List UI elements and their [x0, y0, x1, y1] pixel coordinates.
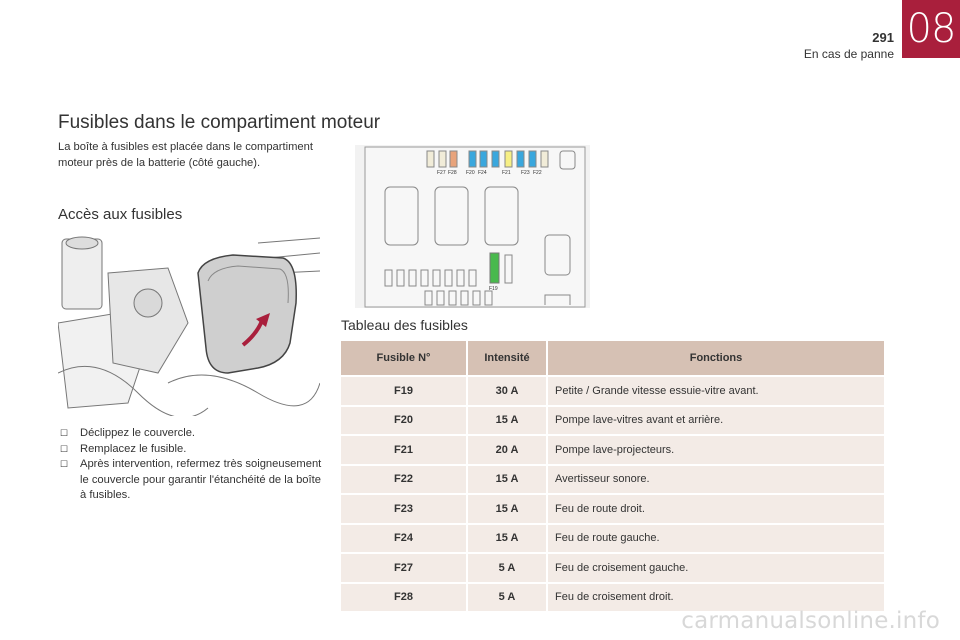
table-row: [341, 553, 885, 583]
steps-list: [58, 426, 323, 504]
fuse-function: Feu de route droit.: [547, 494, 885, 524]
fuse-number: F27: [341, 553, 467, 583]
list-item: ☐ Déclippez le couvercle.: [58, 426, 323, 442]
fuse-amperage: 5 A: [467, 583, 547, 613]
table-row: [341, 465, 885, 495]
fuse-amperage: 15 A: [467, 494, 547, 524]
fuse-number: F20: [341, 406, 467, 436]
fuse-amperage: 15 A: [467, 465, 547, 495]
table-row: [341, 435, 885, 465]
fuse-amperage: 15 A: [467, 406, 547, 436]
fuse-table: [341, 341, 886, 613]
diagram-label: F23: [521, 170, 530, 176]
fuse-number: F22: [341, 465, 467, 495]
column-header: Fusible N°: [341, 341, 467, 376]
fuse-number: F28: [341, 583, 467, 613]
fuse-number: F24: [341, 524, 467, 554]
fuse-function: Petite / Grande vitesse essuie-vitre avant.: [547, 376, 885, 406]
table-title: Tableau des fusibles: [341, 317, 468, 333]
fuse-amperage: 20 A: [467, 435, 547, 465]
fuse-function: Feu de croisement droit.: [547, 583, 885, 613]
fuse-amperage: 15 A: [467, 524, 547, 554]
fuse-function: Pompe lave-vitres avant et arrière.: [547, 406, 885, 436]
watermark: carmanualsonline.info: [681, 608, 940, 634]
engine-photo: [58, 233, 320, 416]
checkbox-bullet-icon: ☐: [60, 443, 69, 454]
diagram-label: F21: [502, 170, 511, 176]
fuse-number: F19: [341, 376, 467, 406]
fuse-amperage: 5 A: [467, 553, 547, 583]
table-row: [341, 494, 885, 524]
list-item: ☐ Remplacez le fusible.: [58, 442, 323, 458]
page-title: Fusibles dans le compartiment moteur: [58, 112, 381, 133]
diagram-label: F24: [478, 170, 487, 176]
diagram-label: F28: [448, 170, 457, 176]
section-subtitle: En cas de panne: [803, 47, 894, 61]
table-row: [341, 376, 885, 406]
fusebox-diagram: [355, 145, 590, 308]
diagram-label: F20: [466, 170, 475, 176]
fuse-function: Avertisseur sonore.: [547, 465, 885, 495]
checkbox-bullet-icon: ☐: [60, 459, 69, 469]
fuse-function: Feu de route gauche.: [547, 524, 885, 554]
chapter-tab: 08: [902, 0, 960, 58]
fuse-number: F21: [341, 435, 467, 465]
diagram-label: F27: [437, 170, 446, 176]
fuse-amperage: 30 A: [467, 376, 547, 406]
fuse-function: Feu de croisement gauche.: [547, 553, 885, 583]
checkbox-bullet-icon: ☐: [60, 428, 69, 438]
column-header: Intensité: [467, 341, 547, 376]
fuse-function: Pompe lave-projecteurs.: [547, 435, 885, 465]
table-header-row: [341, 341, 885, 376]
list-item: ☐ Après intervention, refermez très soigneusement le couvercle pour garantir l'étanchéité de la boîte à fusibles.: [60, 458, 322, 501]
diagram-label: F22: [533, 170, 542, 176]
table-row: [341, 406, 885, 436]
column-header: Fonctions: [547, 341, 885, 376]
access-title: Accès aux fusibles: [58, 206, 183, 223]
table-row: [341, 524, 885, 554]
diagram-label: F19: [489, 286, 498, 292]
page-number: 291: [872, 30, 894, 45]
fuse-number: F23: [341, 494, 467, 524]
intro-text: La boîte à fusibles est placée dans le compartiment moteur près de la batterie (côté gauche).: [58, 141, 313, 169]
